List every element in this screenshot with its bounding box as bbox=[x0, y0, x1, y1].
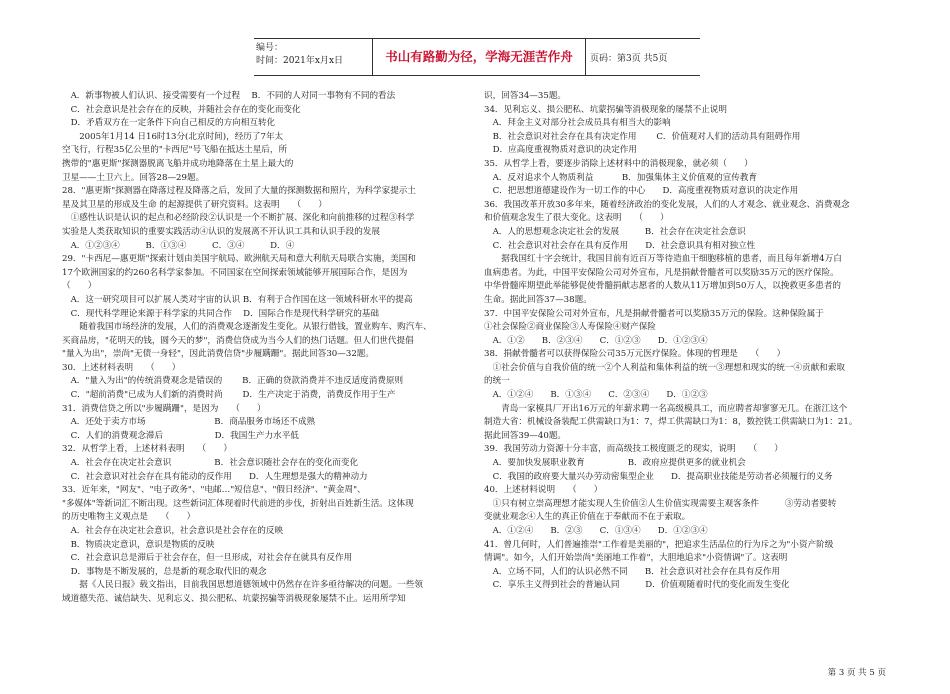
text-line: 生命。据此回答37—38题。 bbox=[484, 294, 592, 305]
text-line: 2005年1月14 日16时13分(北京时间)，经历了7年太 bbox=[62, 131, 284, 142]
text-line: 据我国红十字会统计，我国目前有近百万等待造血干细胞移植的患者，而且每年新增4万白 bbox=[484, 254, 842, 265]
right-column bbox=[484, 90, 904, 593]
text-line: 39．我国劳动力资源十分丰富，而高级技工极度匮乏的现实，说明 （ ） bbox=[484, 444, 783, 455]
text-line: 40．上述材料说明 （ ） bbox=[484, 485, 603, 496]
text-line: A．"量入为出"的传统消费观念是错误的 B．正确的贷款消费并不违反适度消费原则 bbox=[62, 376, 404, 387]
text-line: A．拜金主义对部分社会成员具有相当大的影响 bbox=[484, 118, 671, 129]
text-line: A．人的思想观念决定社会的发展 B．社会存在决定社会意识 bbox=[484, 226, 746, 237]
text-line: A．还处于卖方市场 B．商品服务市场还不成熟 bbox=[62, 417, 316, 428]
text-line: D．应高度重视物质对意识的决定作用 bbox=[484, 145, 637, 156]
page-footer: 第 3 页 共 5 页 bbox=[827, 668, 886, 678]
text-line: 的历史唯物主义观点是 （ ） bbox=[62, 512, 196, 523]
text-line: B．社会意识对社会存在具有决定作用 C．价值观对人们的活动具有阻碍作用 bbox=[484, 131, 801, 142]
text-line: C．人们的消费观念滞后 D．我国生产力水平低 bbox=[62, 430, 299, 441]
text-line: 28．"惠更斯"探测器在降落过程及降落之后，发回了大量的探测数据和照片，为科学家提示土 bbox=[62, 186, 416, 197]
text-line: 30．上述材料表明 （ ） bbox=[62, 362, 181, 373]
text-line: ①感性认识是认识的起点和必经阶段②认识是一个不断扩展、深化和向前推移的过程③科学 bbox=[62, 213, 415, 224]
text-line: A．反对追求个人物质利益 B．加强集体主义价值观的宣传教育 bbox=[484, 172, 758, 183]
text-line: A．①②③④ B．①③④ C．③④ D．④ bbox=[62, 240, 295, 251]
text-line: C．社会意识对社会存在具有能动的反作用 D．人生理想是强大的精神动力 bbox=[62, 471, 368, 482]
text-line: C．社会意识是社会存在的反映，并随社会存在的变化而变化 bbox=[62, 104, 301, 115]
text-line: 域道德失范、诚信缺失、见利忘义、损公肥私、坑蒙拐骗等消极现象屡禁不止。运用所学知 bbox=[62, 593, 406, 604]
text-line: 携带的"惠更斯"探测器脱离飞船并成功地降落在土星上最大的 bbox=[62, 158, 294, 169]
text-line: 买商品房，"花明天的钱，圆今天的梦"，消费信贷成为当今人们的热门话题。但人们世代提倡 bbox=[62, 335, 414, 346]
text-line: ①只有树立崇高理想才能实现人生价值②人生价值实现需要主观客条件 ③劳动者要转 bbox=[484, 498, 837, 509]
text-line: "量入为出"，崇尚"无债一身轻"，因此消费信贷"步履蹒跚"。据此回答30—32题。 bbox=[62, 349, 374, 360]
page-code: 页码：第3页 共5页 bbox=[590, 54, 668, 64]
text-line: 青岛一家模具厂开出16万元的年薪求聘一名高级模具工，而应聘者却寥寥无几。在浙江这个 bbox=[484, 403, 848, 414]
text-line: 17个欧洲国家的约260名科学家参加。不同国家在空间探索领域能够开展国际合作，是因为 bbox=[62, 267, 408, 278]
text-line: 识，回答34—35题。 bbox=[484, 91, 567, 101]
text-line: C．享乐主义得到社会的普遍认同 D．价值观随着时代的变化而发生变化 bbox=[484, 580, 790, 591]
text-line: D．矛盾双方在一定条件下向自己相反的方向相互转化 bbox=[62, 118, 276, 129]
text-line: 和价值观念发生了很大变化。这表明 （ ） bbox=[484, 213, 669, 224]
text-line: 中华骨髓库期望此举能够促使骨髓捐献志愿者的人数从11万增加到50万人，以挽救更多患者的 bbox=[484, 281, 842, 292]
text-line: 29．"卡西尼—惠更斯"探索计划由美国宇航局、欧洲航天局和意大利航天局联合实施，美国和 bbox=[62, 254, 416, 265]
text-line: D．事物是不断发展的，总是新的观念取代旧的观念 bbox=[62, 566, 267, 577]
time-label: 时间：2021年x月x日 bbox=[256, 56, 344, 66]
text-line: 38．捐献骨髓者可以获得保险公司35万元医疗保险。体现的哲理是 （ ） bbox=[484, 349, 786, 360]
text-line: 的统一 bbox=[484, 376, 510, 387]
left-column bbox=[62, 90, 474, 607]
text-line: 实验是人类获取知识的重要实践活动④认识的发展离不开认识工具和认识手段的发展 bbox=[62, 226, 380, 237]
motto: 书山有路勤为径，学海无涯苦作舟 bbox=[372, 39, 586, 75]
text-line: 34．见利忘义、损公肥私、坑蒙拐骗等消极现象的屡禁不止说明 bbox=[484, 104, 727, 115]
text-line: 据《人民日报》载文指出，目前我国思想道德领域中仍然存在许多亟待解决的问题。一些领 bbox=[62, 580, 423, 591]
text-line: A．①②④ B．①③④ C．②③④ D．①②③ bbox=[484, 390, 708, 401]
text-line: 制造大省：机械设备装配工供需缺口为1：7，焊工供需缺口为1：8，数控铣工供需缺口为1：21。 bbox=[484, 417, 858, 428]
text-line: B．物质决定意识，意识是物质的反映 bbox=[62, 539, 215, 550]
text-line: 空飞行，行程35亿公里的"卡西尼"号飞船在抵达土星后，所 bbox=[62, 145, 288, 156]
text-line: 37．中国平安保险公司对外宣布，凡是捐献骨髓者可以奖励35万元的保险。这种保险属于 bbox=[484, 308, 824, 319]
page-header bbox=[254, 38, 700, 76]
number-label: 编号： bbox=[256, 43, 284, 53]
text-line: C．把思想道德建设作为一切工作的中心 D．高度重视物质对意识的决定作用 bbox=[484, 186, 799, 197]
text-line: A．新事物被人们认识、接受需要有一个过程 B．不同的人对同一事物有不同的看法 bbox=[62, 91, 396, 101]
text-line: C．现代科学理论来源于科学家的共同合作 D．国际合作是现代科学研究的基础 bbox=[62, 308, 379, 319]
text-line: A．①② B．②③④ C．①②③ D．①②③④ bbox=[484, 335, 708, 346]
text-line: 33．近年来，"网友"、"电子政务"、"电邮…"短信息"、"假日经济"、"黄金周"、 bbox=[62, 485, 366, 496]
text-line: A．要加快发展职业教育 B．政府应提供更多的就业机会 bbox=[484, 458, 746, 469]
text-line: 35．从哲学上看，要逐步消除上述材料中的消极现象，就必须（ ） bbox=[484, 158, 753, 169]
text-line: 36．我国改革开放30多年来，随着经济政治的变化发展，人们的人才观念、就业观念、消费观念 bbox=[484, 199, 850, 210]
text-line: 血病患者。为此，中国平安保险公司对外宣布，凡是捐献骨髓者可以奖励35万元的医疗保险。 bbox=[484, 267, 839, 278]
text-line: 情调"。如今，人们开始崇尚"美丽地工作着"，大胆地追求"小资情调"了。这表明 bbox=[484, 553, 788, 564]
text-line: A．社会存在决定社会意识，社会意识是社会存在的反映 bbox=[62, 526, 284, 536]
text-line: ①社会价值与自我价值的统一②个人利益和集体利益的统一③理想和现实的统一④贡献和索取 bbox=[484, 362, 845, 373]
text-line: C．我国的政府要大量兴办劳动密集型企业 D．提高职业技能是劳动者必须履行的义务 bbox=[484, 471, 833, 482]
text-line: 41．曾几何时，人们普遍推崇"工作着是美丽的"，把追求生活品位的行为斥之为"小资产阶级 bbox=[484, 539, 834, 550]
text-line: 据此回答39—40题。 bbox=[484, 430, 567, 441]
text-line: （ ） bbox=[62, 281, 97, 292]
header-meta bbox=[256, 42, 372, 68]
text-line: A．社会存在决定社会意识 B．社会意识随社会存在的变化而变化 bbox=[62, 458, 359, 469]
text-line: 31．消费信贷之所以"步履蹒跚"，是因为 （ ） bbox=[62, 403, 266, 414]
text-line: C．社会意识对社会存在具有反作用 D．社会意识具有相对独立性 bbox=[484, 240, 756, 251]
text-line: 随着我国市场经济的发展，人们的消费观念逐渐发生变化。从银行借钱，置业购车、购汽车、 bbox=[62, 322, 432, 333]
text-line: 变就业观念④人生的真正价值在于奉献而不在于索取。 bbox=[484, 512, 691, 523]
text-line: C．"超前消费"已成为人们新的消费时尚 D．生产决定于消费，消费反作用于生产 bbox=[62, 390, 396, 401]
text-line: A．立场不同，人们的认识必然不同 B．社会意识对社会存在具有反作用 bbox=[484, 566, 781, 577]
text-line: C．社会意识总是滞后于社会存在，但一旦形成，对社会存在就具有反作用 bbox=[62, 553, 353, 564]
text-line: A．①②④ B．②③ C．①③④ D．①②③④ bbox=[484, 526, 708, 536]
text-line: 卫星——土卫六上。回答28—29题。 bbox=[62, 172, 205, 183]
text-line: ①社会保险②商业保险③人寿保险④财产保险 bbox=[484, 322, 656, 333]
text-line: "多媒体"等新词汇不断出现。这些新词汇体现着时代前进的步伐，折射出百姓新生活。这体现 bbox=[62, 498, 414, 509]
text-line: 星及其卫星的形成及生命 的起源提供了研究资料。这表明 （ ） bbox=[62, 199, 327, 210]
text-line: A．这一研究项目可以扩展人类对宇宙的认识 B．有利于合作国在这一领域科研水平的提高 bbox=[62, 294, 413, 305]
text-line: 32．从哲学上看，上述材料表明 （ ） bbox=[62, 444, 232, 455]
